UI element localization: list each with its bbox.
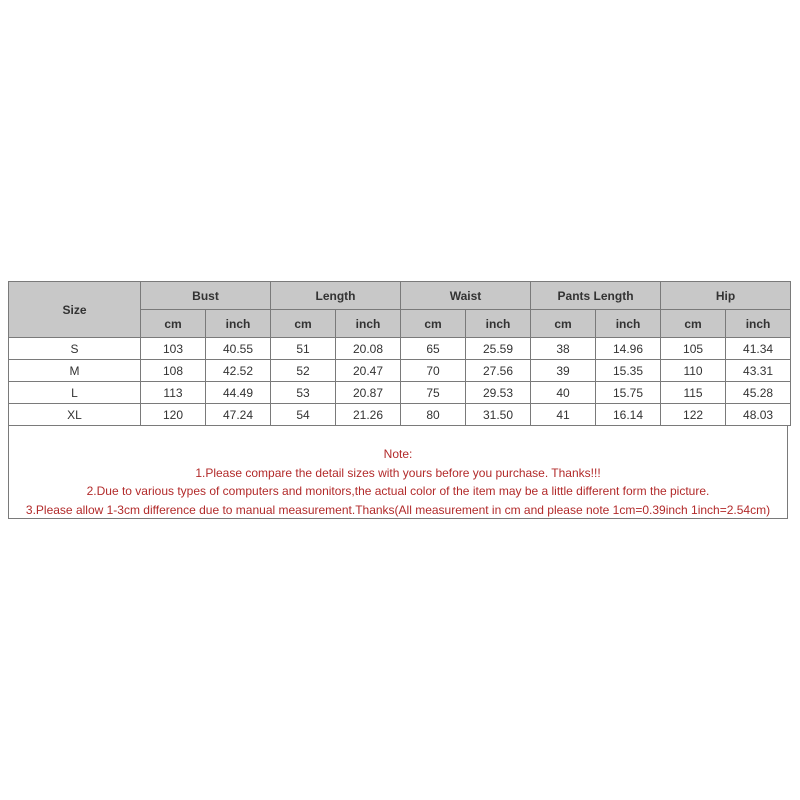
table-cell: 31.50 (466, 404, 531, 426)
notes-box (8, 426, 788, 519)
unit-header: cm (401, 310, 466, 338)
table-cell: 110 (661, 360, 726, 382)
table-cell: 20.87 (336, 382, 401, 404)
table-cell: 41.34 (726, 338, 791, 360)
table-cell: 15.75 (596, 382, 661, 404)
table-cell: 20.08 (336, 338, 401, 360)
table-cell: 43.31 (726, 360, 791, 382)
table-cell: 20.47 (336, 360, 401, 382)
table-cell: 42.52 (206, 360, 271, 382)
table-cell: 75 (401, 382, 466, 404)
table-cell: 29.53 (466, 382, 531, 404)
group-header-waist: Waist (401, 282, 531, 310)
unit-header: cm (141, 310, 206, 338)
table-cell: 40 (531, 382, 596, 404)
table-cell: 122 (661, 404, 726, 426)
group-header-hip: Hip (661, 282, 791, 310)
table-row (9, 404, 791, 426)
note-line-2: 2.Due to various types of computers and monitors,the actual color of the item may be a little different form the picture. (86, 484, 710, 498)
size-chart (8, 281, 790, 519)
table-cell: 54 (271, 404, 336, 426)
table-row (9, 360, 791, 382)
table-cell: 40.55 (206, 338, 271, 360)
table-row (9, 338, 791, 360)
table-cell: 47.24 (206, 404, 271, 426)
table-cell: 21.26 (336, 404, 401, 426)
table-cell: 65 (401, 338, 466, 360)
group-header-bust: Bust (141, 282, 271, 310)
table-cell: 38 (531, 338, 596, 360)
table-cell: 70 (401, 360, 466, 382)
unit-header: inch (336, 310, 401, 338)
size-cell: L (9, 382, 141, 404)
table-cell: 113 (141, 382, 206, 404)
unit-header: inch (206, 310, 271, 338)
note-line-1: 1.Please compare the detail sizes with yours before you purchase. Thanks!!! (195, 465, 601, 480)
size-cell: XL (9, 404, 141, 426)
unit-header: inch (596, 310, 661, 338)
note-title: Note: (383, 447, 413, 461)
size-cell: S (9, 338, 141, 360)
table-cell: 39 (531, 360, 596, 382)
size-cell: M (9, 360, 141, 382)
table-cell: 16.14 (596, 404, 661, 426)
table-cell: 108 (141, 360, 206, 382)
table-cell: 14.96 (596, 338, 661, 360)
table-row (9, 382, 791, 404)
size-table (8, 281, 791, 426)
unit-header: cm (661, 310, 726, 338)
table-cell: 120 (141, 404, 206, 426)
unit-header: inch (726, 310, 791, 338)
table-cell: 105 (661, 338, 726, 360)
table-cell: 53 (271, 382, 336, 404)
group-header-pants-length: Pants Length (531, 282, 661, 310)
table-cell: 51 (271, 338, 336, 360)
table-cell: 115 (661, 382, 726, 404)
table-cell: 44.49 (206, 382, 271, 404)
table-cell: 80 (401, 404, 466, 426)
header-row-groups (9, 282, 791, 310)
table-cell: 27.56 (466, 360, 531, 382)
size-header: Size (9, 282, 141, 338)
table-cell: 45.28 (726, 382, 791, 404)
unit-header: inch (466, 310, 531, 338)
group-header-length: Length (271, 282, 401, 310)
table-cell: 25.59 (466, 338, 531, 360)
table-cell: 103 (141, 338, 206, 360)
table-cell: 52 (271, 360, 336, 382)
unit-header: cm (271, 310, 336, 338)
unit-header: cm (531, 310, 596, 338)
table-cell: 48.03 (726, 404, 791, 426)
table-cell: 41 (531, 404, 596, 426)
note-line-3: 3.Please allow 1-3cm difference due to manual measurement.Thanks(All measurement in cm and please note 1cm=0.39inch 1inch=2.54cm) (25, 502, 771, 517)
table-cell: 15.35 (596, 360, 661, 382)
